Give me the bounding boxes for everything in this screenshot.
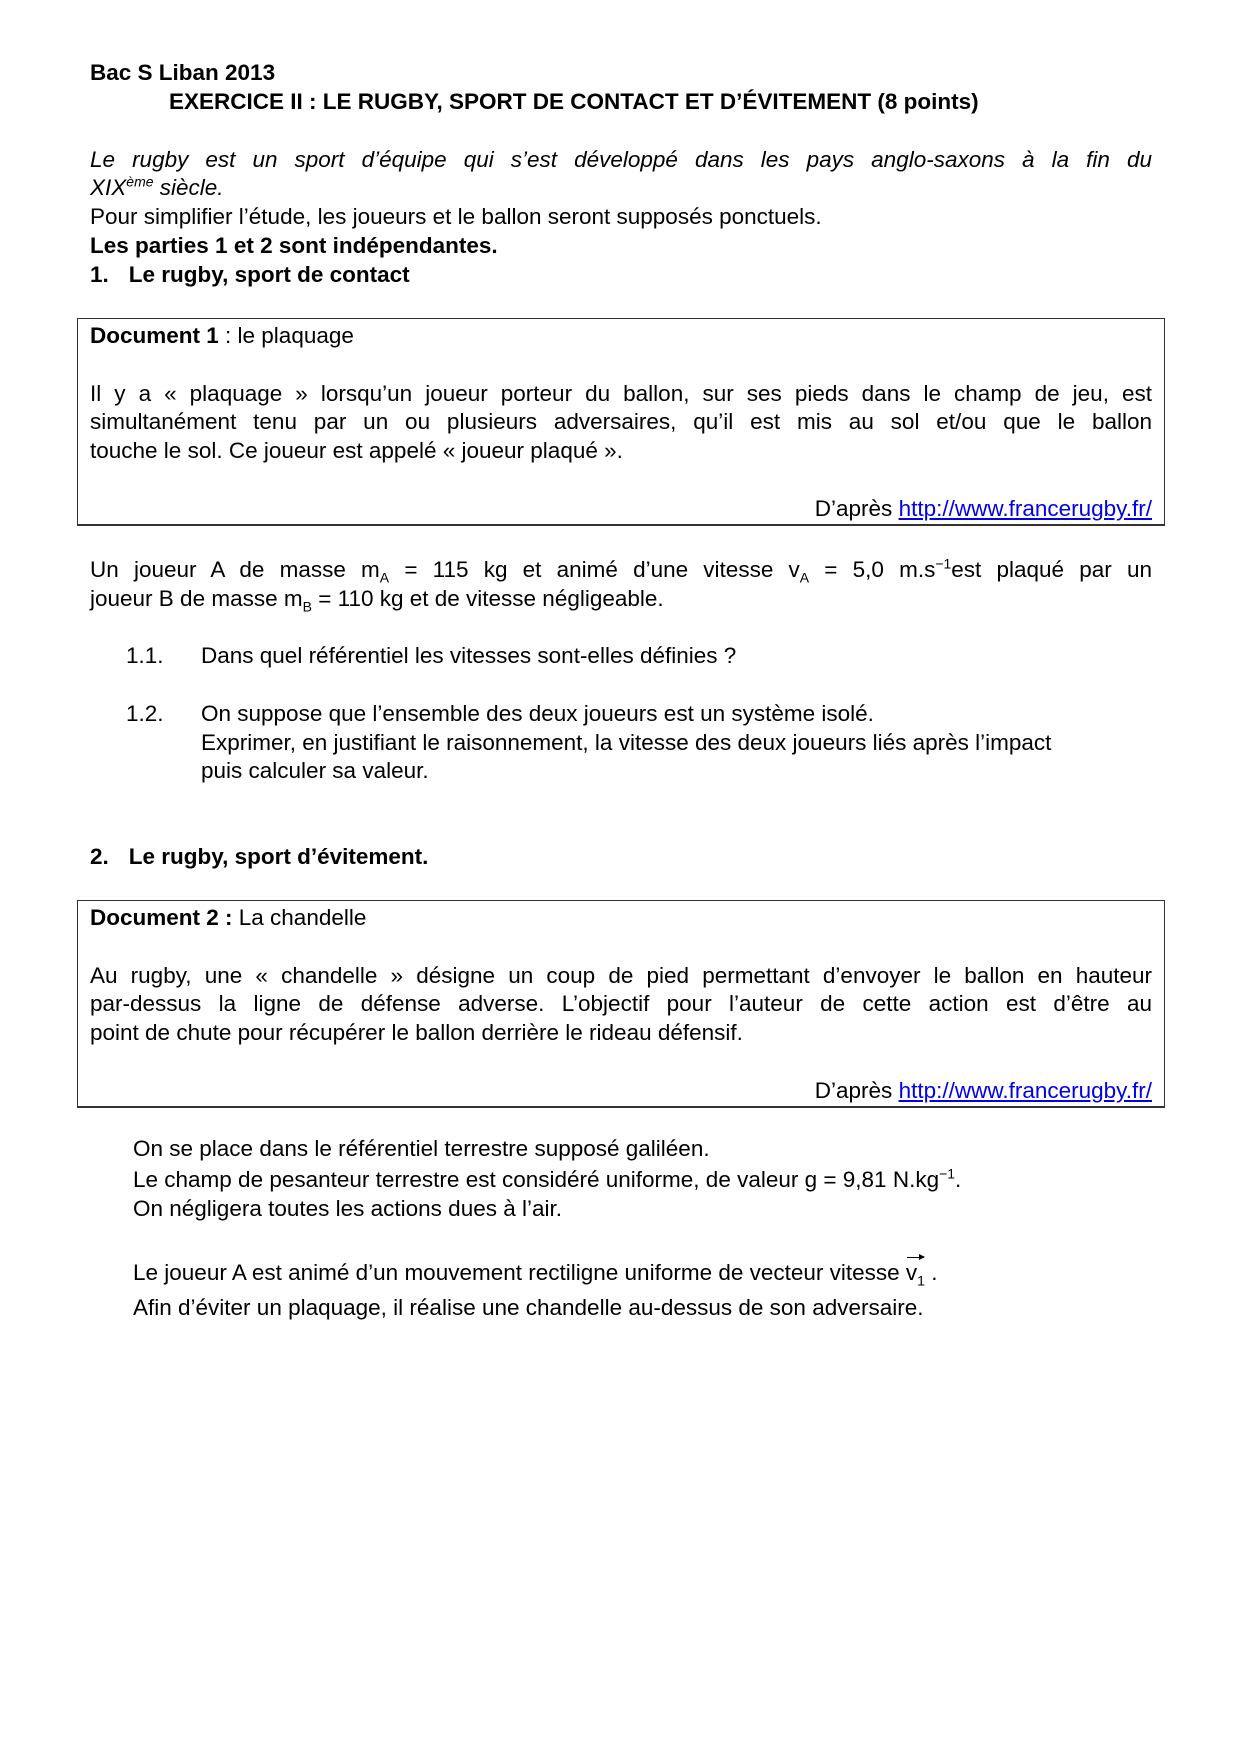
text: . — [955, 1167, 962, 1192]
part2-heading — [90, 843, 428, 871]
doc-label: Document 1 — [90, 323, 219, 348]
vector-symbol: v — [905, 1260, 918, 1285]
doc-title: : le plaquage — [218, 323, 354, 348]
simplify-note: Pour simplifier l’étude, les joueurs et le ballon seront supposés ponctuels. — [90, 204, 822, 229]
question-number: 1.2. — [126, 701, 164, 726]
superscript: ème — [126, 173, 154, 190]
intro-line: Le rugby est un sport d’équipe qui s’est développé dans les pays anglo-saxons à la fin du — [90, 147, 1152, 172]
document-2-box — [77, 900, 1165, 1108]
subscript: 1 — [917, 1272, 925, 1289]
exercise-title: EXERCICE II : LE RUGBY, SPORT DE CONTACT ET D’ÉVITEMENT (8 points) — [169, 89, 979, 114]
statement2-line: On se place dans le référentiel terrestre supposé galiléen. — [133, 1136, 710, 1161]
intro-text: siècle. — [153, 175, 224, 200]
statement-line — [90, 585, 664, 613]
doc1-heading — [90, 322, 354, 350]
doc2-source — [815, 1077, 1152, 1105]
source-link[interactable]: http://www.francerugby.fr/ — [898, 1078, 1152, 1103]
text: Un joueur A de masse m — [90, 557, 380, 582]
question-number: 1.1. — [126, 643, 164, 668]
vector-v1 — [906, 1259, 925, 1287]
superscript: −1 — [939, 1165, 956, 1182]
superscript: −1 — [935, 555, 952, 572]
independent-note: Les parties 1 et 2 sont indépendantes. — [90, 233, 498, 258]
statement2-line: Afin d’éviter un plaquage, il réalise une chandelle au-dessus de son adversaire. — [133, 1295, 924, 1320]
doc-title: La chandelle — [232, 905, 367, 930]
source-prefix: D’après — [814, 496, 899, 521]
text: Le joueur A est animé d’un mouvement rectiligne uniforme de vecteur vitesse — [133, 1260, 906, 1285]
part-title: Le rugby, sport de contact — [128, 262, 410, 287]
doc1-line: simultanément tenu par un ou plusieurs adversaires, qu’il est mis au sol et/ou que le ballon — [90, 409, 1152, 434]
intro-line — [90, 174, 224, 202]
statement2-line — [133, 1259, 937, 1287]
part-number: 1. — [90, 262, 109, 287]
question-text: Dans quel référentiel les vitesses sont-elles définies ? — [201, 643, 737, 668]
subscript: A — [379, 569, 390, 586]
document-title: Bac S Liban 2013 — [90, 60, 276, 85]
text: Le champ de pesanteur terrestre est considéré uniforme, de valeur g = 9,81 N.kg — [133, 1167, 940, 1192]
statement-line — [90, 556, 1152, 584]
text: est plaqué par un — [951, 557, 1152, 582]
question-text: Exprimer, en justifiant le raisonnement, la vitesse des deux joueurs liés après l’impact — [201, 730, 1052, 755]
question-text: puis calculer sa valeur. — [201, 758, 429, 783]
doc1-line: touche le sol. Ce joueur est appelé « joueur plaqué ». — [90, 438, 623, 463]
text: = 110 kg et de vitesse négligeable. — [311, 586, 664, 611]
document-1-box — [77, 318, 1165, 526]
part1-heading — [90, 261, 410, 289]
doc2-line: point de chute pour récupérer le ballon derrière le rideau défensif. — [90, 1020, 743, 1045]
intro-text: XIX — [90, 175, 127, 200]
part-title: Le rugby, sport d’évitement. — [128, 844, 429, 869]
text: = 5,0 m.s — [809, 557, 936, 582]
source-prefix: D’après — [814, 1078, 899, 1103]
doc1-source — [815, 495, 1152, 523]
question-text: On suppose que l’ensemble des deux joueurs est un système isolé. — [201, 701, 874, 726]
text: joueur B de masse m — [90, 586, 303, 611]
doc2-line: par-dessus la ligne de défense adverse. L’objectif pour l’auteur de cette action est d’être au — [90, 991, 1152, 1016]
doc2-heading — [90, 904, 366, 932]
text: = 115 kg et animé d’une vitesse v — [389, 557, 800, 582]
doc2-line: Au rugby, une « chandelle » désigne un coup de pied permettant d’envoyer le ballon en hauteur — [90, 963, 1152, 988]
part-number: 2. — [90, 844, 109, 869]
statement2-line: On négligera toutes les actions dues à l’air. — [133, 1196, 563, 1221]
statement2-line — [133, 1166, 961, 1194]
doc-label: Document 2 : — [90, 905, 233, 930]
source-link[interactable]: http://www.francerugby.fr/ — [898, 496, 1152, 521]
subscript: A — [799, 569, 810, 586]
subscript: B — [302, 598, 312, 615]
doc1-line: Il y a « plaquage » lorsqu’un joueur porteur du ballon, sur ses pieds dans le champ de jeu, est — [90, 381, 1152, 406]
text: . — [924, 1260, 938, 1285]
